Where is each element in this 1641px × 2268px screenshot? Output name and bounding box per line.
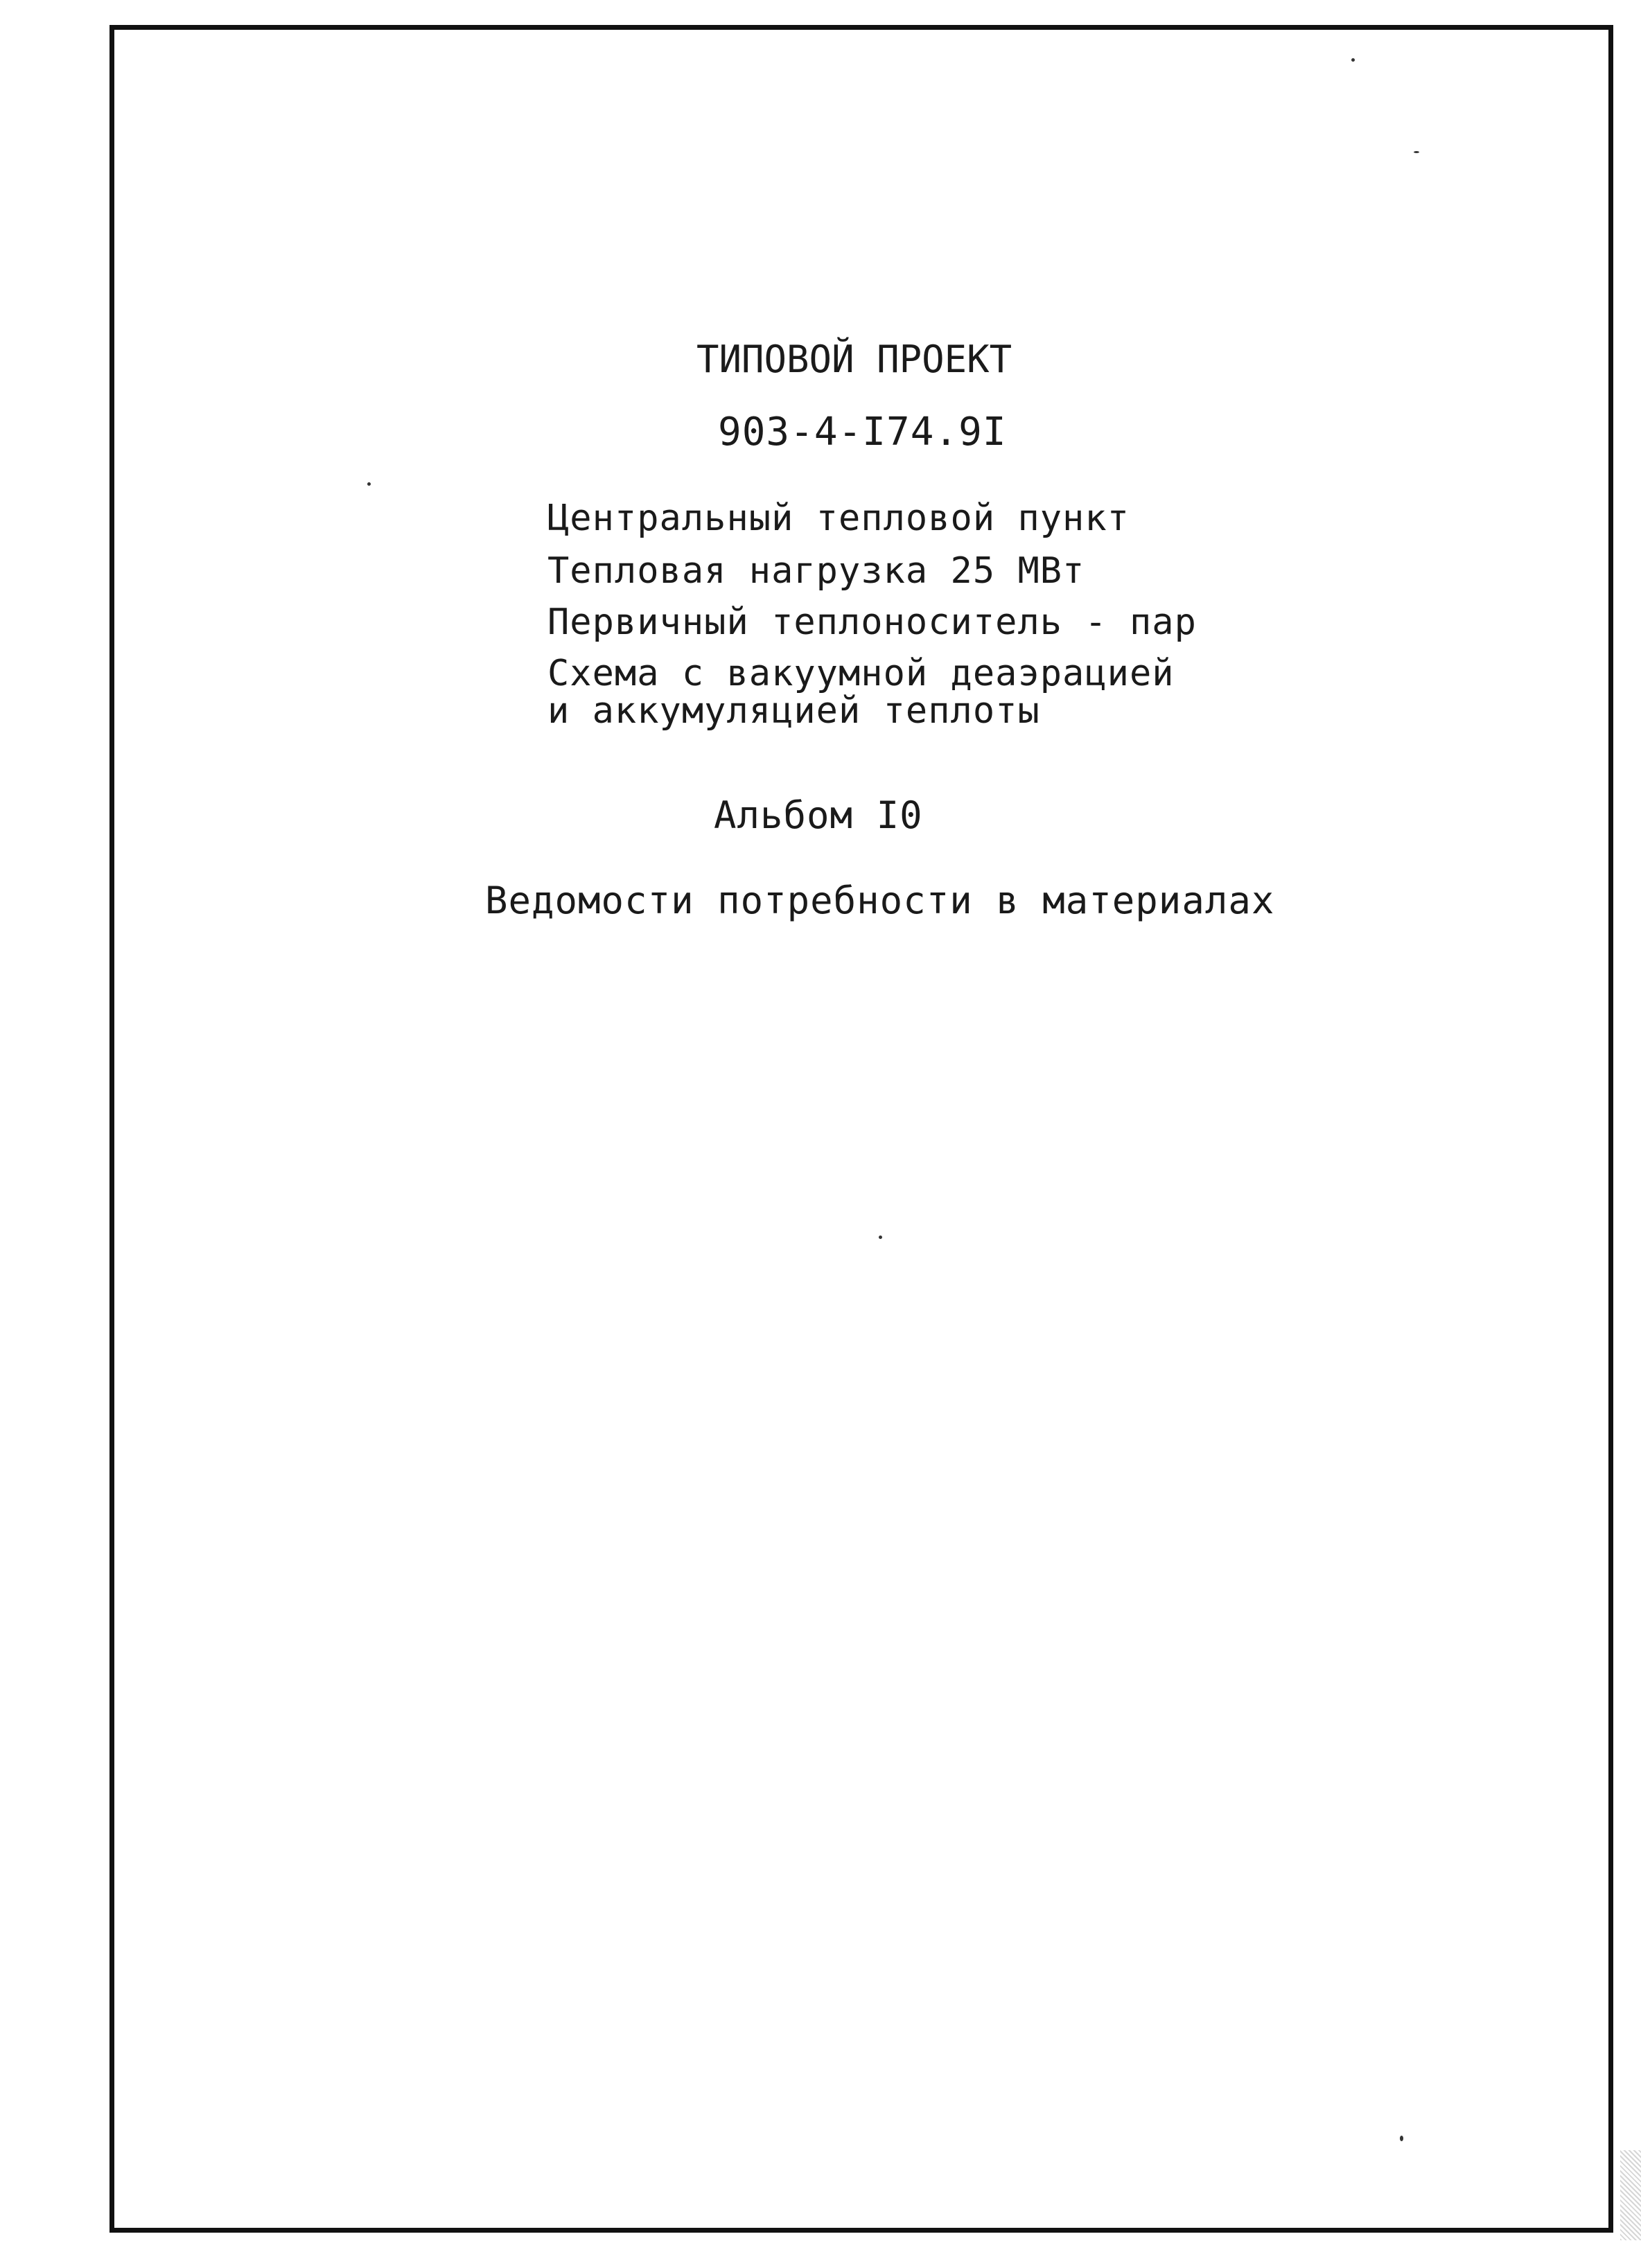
album-number: Альбом I0 bbox=[714, 793, 923, 837]
description-line-2: Тепловая нагрузка 25 МВт bbox=[547, 550, 1085, 592]
description-line-4: Схема с вакуумной деаэрацией bbox=[547, 653, 1175, 694]
scan-speck bbox=[1351, 58, 1355, 62]
description-line-3: Первичный теплоноситель - пар bbox=[547, 601, 1197, 643]
scan-edge-noise bbox=[1620, 2150, 1641, 2240]
contents-title: Ведомости потребности в материалах bbox=[485, 879, 1275, 922]
scan-speck bbox=[879, 1236, 882, 1239]
project-code: 903-4-I74.9I bbox=[718, 410, 1007, 455]
description-line-5: и аккумуляцией теплоты bbox=[547, 690, 1040, 732]
description-line-1: Центральный тепловой пункт bbox=[547, 498, 1130, 539]
scan-speck bbox=[1414, 151, 1419, 153]
scan-speck bbox=[1400, 2136, 1403, 2141]
scan-speck bbox=[367, 482, 371, 486]
document-heading: ТИПОВОЙ ПРОЕКТ bbox=[696, 337, 1012, 381]
